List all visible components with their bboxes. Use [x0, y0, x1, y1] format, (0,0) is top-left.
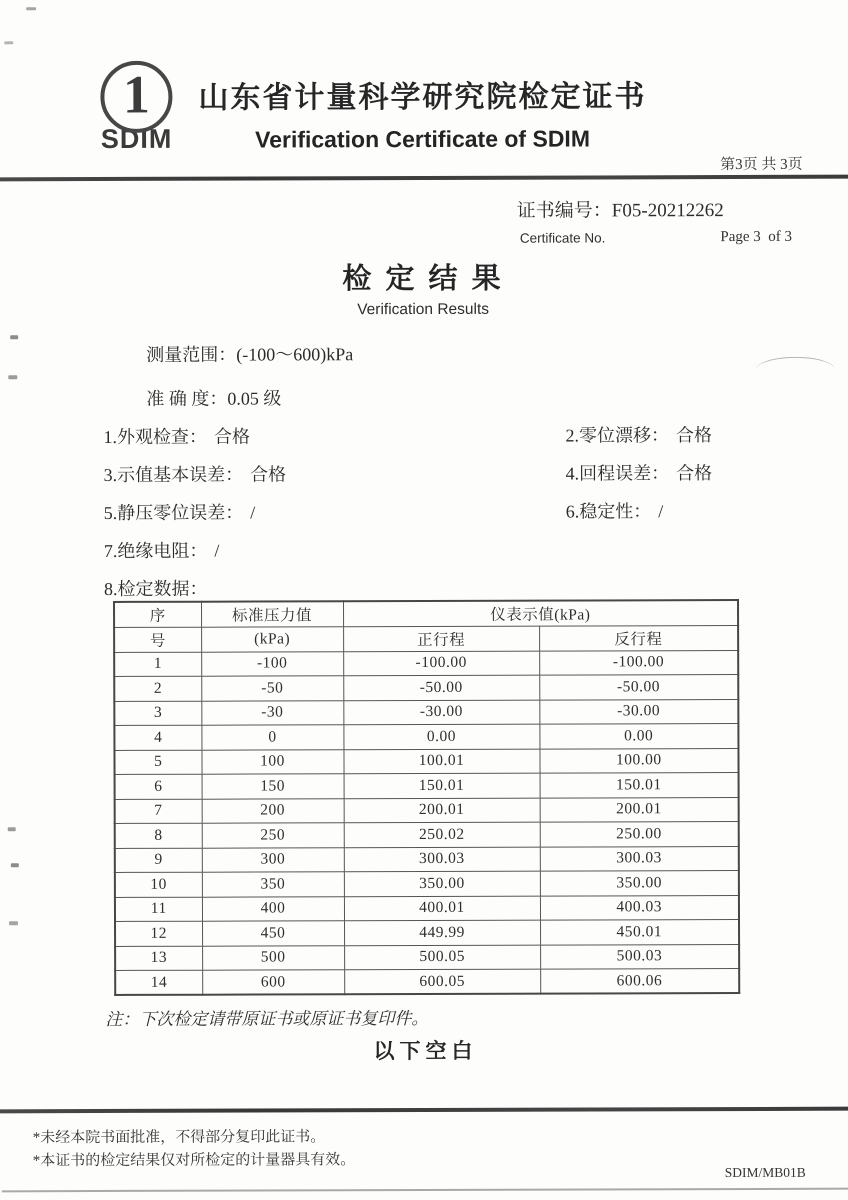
table-cell: 1	[114, 652, 201, 677]
table-cell: -100	[201, 651, 343, 676]
table-row	[114, 675, 738, 701]
table-cell: 250	[202, 823, 344, 848]
table-cell: 0	[201, 725, 343, 750]
table-cell: 0.00	[539, 724, 738, 749]
table-cell: -50.00	[343, 675, 539, 700]
certificate-number-line	[517, 195, 724, 223]
table-cell: 8	[115, 823, 202, 848]
table-cell: 10	[115, 872, 202, 897]
table-row	[115, 846, 739, 872]
seq-header-bottom: 号	[114, 627, 201, 652]
table-row	[114, 650, 738, 676]
scan-artifact	[8, 375, 17, 379]
standard-pressure-header: 标准压力值	[201, 601, 343, 626]
table-cell: 7	[115, 799, 202, 824]
result-item-label: 1.外观检查：	[103, 426, 208, 448]
verification-data-table	[113, 599, 740, 996]
table-row	[115, 944, 739, 970]
table-cell: 200.01	[540, 797, 739, 822]
result-item-insulation	[104, 538, 566, 563]
table-row	[115, 920, 739, 946]
table-cell: 500.03	[540, 944, 739, 969]
table-cell: 500	[202, 945, 344, 970]
accuracy-class-value: 0.05 级	[227, 388, 282, 409]
table-cell: 0.00	[343, 724, 539, 749]
measuring-range-label: 测量范围：	[146, 344, 237, 365]
table-cell: -50	[201, 676, 343, 701]
measuring-range-line	[146, 340, 353, 367]
table-row	[114, 748, 738, 774]
result-item-value: 合格	[676, 463, 713, 484]
table-cell: 300.03	[540, 846, 739, 871]
result-item-zero-drift	[565, 423, 783, 448]
table-cell: 350.00	[344, 871, 540, 896]
footer-disclaimer-1: *未经本院书面批准，不得部分复印此证书。	[32, 1129, 326, 1147]
table-cell: 6	[115, 774, 202, 799]
result-item-value: /	[214, 540, 220, 561]
result-items	[103, 423, 784, 601]
table-cell: 450	[202, 921, 344, 946]
logo-text: SDIM	[100, 123, 173, 155]
table-cell: 200	[202, 798, 344, 823]
result-item-label: 8.检定数据：	[103, 578, 208, 600]
table-row	[115, 797, 739, 823]
scan-artifact	[26, 7, 36, 10]
result-item-value: /	[250, 502, 256, 523]
table-cell: 500.05	[344, 945, 540, 970]
table-cell: 600.06	[540, 969, 739, 994]
table-cell: 14	[115, 970, 202, 995]
table-cell: 11	[115, 897, 202, 922]
results-title-cn: 检 定 结 果	[342, 262, 504, 296]
revalidation-note: 注：下次检定请带原证书或原证书复印件。	[105, 1008, 429, 1030]
table-cell: 400.01	[344, 896, 540, 921]
table-cell: -100.00	[343, 651, 539, 676]
table-header-row	[114, 600, 738, 627]
result-item-value: 合格	[250, 464, 287, 485]
result-item-label: 5.静压零位误差：	[103, 502, 244, 524]
table-cell: 250.02	[344, 822, 540, 847]
table-row	[115, 822, 739, 848]
certificate-number-value: F05-20212262	[611, 200, 724, 222]
seq-header-top: 序	[114, 602, 201, 627]
table-cell: 12	[115, 921, 202, 946]
table-row	[114, 724, 738, 750]
form-code: SDIM/MB01B	[724, 1164, 806, 1181]
certificate-title-cn: 山东省计量科学研究院检定证书	[198, 80, 647, 115]
table-cell: 350.00	[540, 871, 739, 896]
table-cell: 300	[202, 847, 344, 872]
blank-below-marker: 以下空白	[373, 1038, 478, 1064]
logo-numeral: 1	[122, 64, 151, 125]
table-cell: 300.03	[344, 847, 540, 872]
measuring-range-value: (-100～600)kPa	[236, 344, 354, 365]
result-item-value: 合格	[213, 426, 251, 447]
table-cell: 449.99	[344, 920, 540, 945]
table-header-row	[114, 625, 738, 652]
certificate-title-en: Verification Certificate of SDIM	[255, 125, 591, 153]
accuracy-class-line	[146, 384, 281, 410]
table-cell: 450.01	[540, 920, 739, 945]
scan-artifact-arc	[755, 357, 835, 384]
reverse-stroke-header: 反行程	[539, 625, 738, 651]
scan-artifact	[9, 921, 18, 925]
result-item-label: 4.回程误差：	[565, 463, 670, 484]
result-item-label: 7.绝缘电阻：	[103, 540, 208, 562]
page-indicator-cn: 第3页 共 3页	[720, 156, 803, 174]
page-bottom-edge	[2, 1188, 848, 1193]
page-indicator-en: Page 3 of 3	[720, 228, 793, 246]
table-cell: -30	[201, 700, 343, 725]
table-cell: 200.01	[344, 798, 540, 823]
table-cell: 600.05	[344, 969, 540, 994]
forward-stroke-header: 正行程	[343, 626, 539, 652]
table-row	[115, 773, 739, 799]
table-cell: 5	[114, 750, 201, 775]
table-cell: 13	[115, 946, 202, 971]
table-cell: -30.00	[343, 700, 539, 725]
table-cell: -100.00	[539, 650, 738, 675]
footer-disclaimer-2: *本证书的检定结果仅对所检定的计量器具有效。	[32, 1152, 356, 1170]
result-item-stability	[566, 499, 784, 524]
table-row	[115, 895, 739, 921]
result-item-verification-data	[104, 576, 566, 601]
table-cell: -50.00	[539, 675, 738, 700]
table-cell: 350	[202, 872, 344, 897]
result-item-hysteresis	[566, 461, 784, 486]
standard-pressure-unit: (kPa)	[201, 626, 343, 651]
result-item-label: 3.示值基本误差：	[103, 464, 244, 486]
results-title-en: Verification Results	[357, 300, 490, 319]
certificate-number-label-en: Certificate No.	[519, 230, 606, 246]
scan-artifact	[10, 335, 18, 339]
table-row	[115, 871, 739, 897]
table-cell: 150.01	[344, 773, 540, 798]
footer-divider	[0, 1107, 848, 1114]
indication-header: 仪表示值(kPa)	[343, 600, 738, 626]
result-item-value: /	[658, 501, 664, 522]
table-row	[114, 699, 738, 725]
table-cell: -30.00	[539, 699, 738, 724]
scan-artifact	[11, 863, 19, 867]
table-row	[115, 969, 739, 995]
table-cell: 250.00	[540, 822, 739, 847]
table-cell: 3	[114, 701, 201, 726]
certificate-number-label: 证书编号：	[516, 200, 612, 222]
result-item-static-zero	[104, 500, 566, 525]
table-cell: 4	[114, 725, 201, 750]
result-item-appearance	[103, 424, 565, 449]
scan-artifact	[8, 827, 16, 831]
table-body	[114, 650, 739, 995]
scan-artifact	[4, 41, 13, 44]
table-cell: 9	[115, 848, 202, 873]
table-cell: 150.01	[540, 773, 739, 798]
result-item-label: 6.稳定性：	[565, 501, 652, 522]
result-item-basic-error	[104, 462, 566, 487]
table-cell: 400	[202, 896, 344, 921]
table-cell: 100.01	[343, 749, 539, 774]
table-cell: 150	[202, 774, 344, 799]
table-cell: 600	[202, 970, 344, 995]
table-cell: 100.00	[539, 748, 738, 773]
table-cell: 400.03	[540, 895, 739, 920]
result-item-value: 合格	[675, 425, 713, 446]
accuracy-class-label: 准 确 度：	[146, 388, 228, 409]
table-cell: 100	[201, 749, 343, 774]
table-cell: 2	[114, 676, 201, 701]
result-item-label: 2.零位漂移：	[565, 425, 670, 446]
